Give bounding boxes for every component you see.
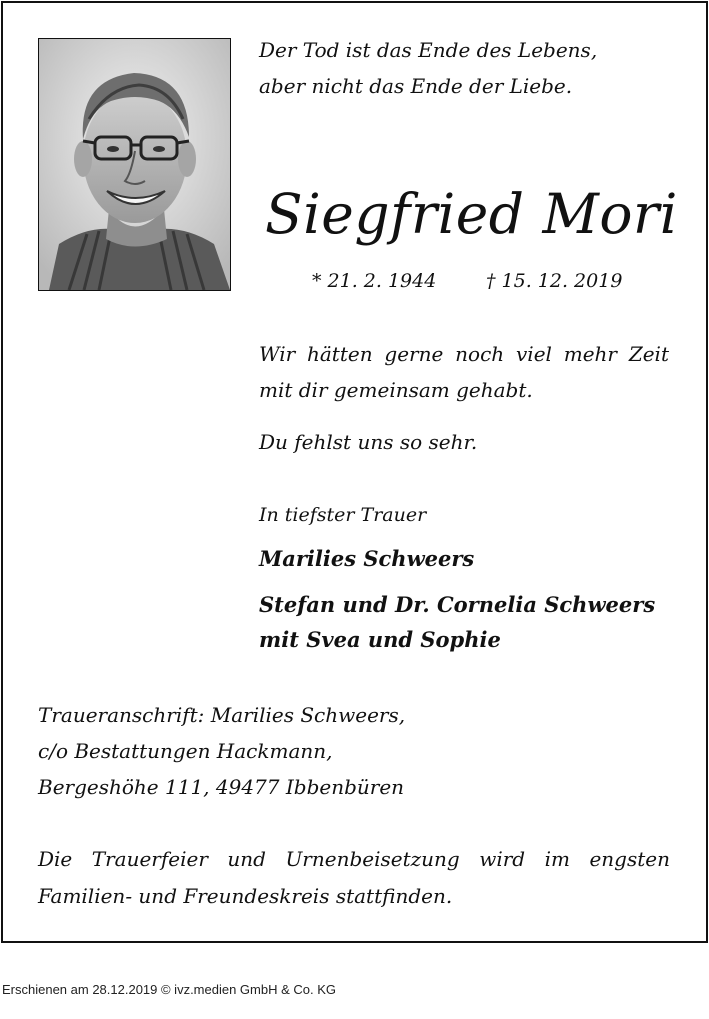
message-line-1-text: Wir hätten gerne noch viel mehr Zeit xyxy=(259,342,669,366)
address-line-2: c/o Bestattungen Hackmann, xyxy=(38,739,333,763)
death-date: † 15. 12. 2019 xyxy=(486,270,623,292)
ceremony-line-2: Familien- und Freundeskreis stattfinden. xyxy=(38,884,453,908)
quote-line-2: aber nicht das Ende der Liebe. xyxy=(259,74,573,98)
message-line-3: Du fehlst uns so sehr. xyxy=(259,430,478,454)
mourning-intro: In tiefster Trauer xyxy=(259,504,427,526)
mourner-name-2-line-1: Stefan und Dr. Cornelia Schweers xyxy=(259,592,656,617)
portrait-illustration xyxy=(39,39,230,290)
address-line-1: Traueranschrift: Marilies Schweers, xyxy=(38,703,406,727)
ceremony-line-1 xyxy=(38,847,670,871)
ceremony-line-1-text: Die Trauerfeier und Urnenbeisetzung wird im engsten xyxy=(38,847,670,871)
quote-line-1: Der Tod ist das Ende des Lebens, xyxy=(259,38,598,62)
mourner-name-2-line-2: mit Svea und Sophie xyxy=(259,627,501,652)
portrait-photo xyxy=(38,38,231,291)
mourner-name-1: Marilies Schweers xyxy=(259,546,475,571)
address-line-3: Bergeshöhe 111, 49477 Ibbenbüren xyxy=(38,775,405,799)
message-line-2: mit dir gemeinsam gehabt. xyxy=(259,378,533,402)
message-line-1 xyxy=(259,342,669,366)
deceased-name: Siegfried Mori xyxy=(265,182,678,246)
birth-date: * 21. 2. 1944 xyxy=(312,270,437,292)
publication-footer: Erschienen am 28.12.2019 © ivz.medien GmbH & Co. KG xyxy=(2,982,337,997)
